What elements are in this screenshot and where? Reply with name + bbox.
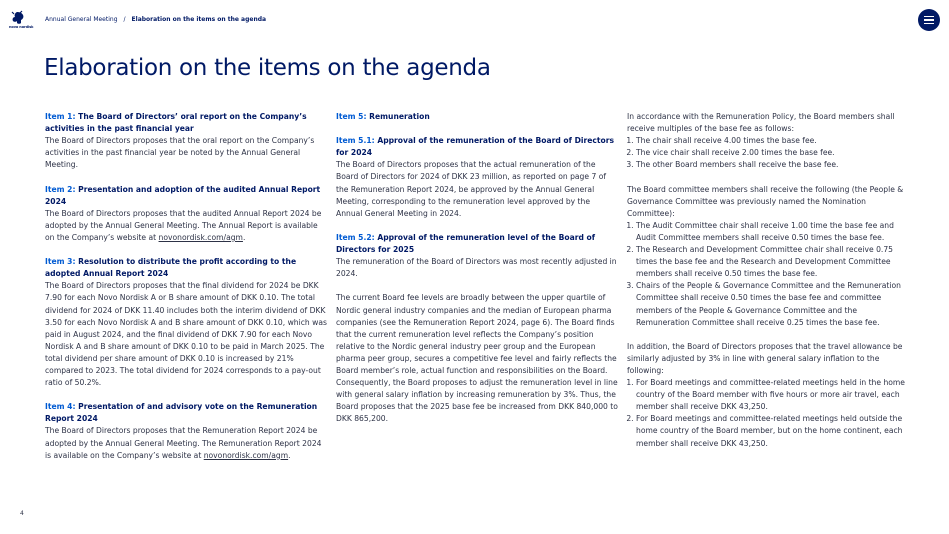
- item-4: [45, 401, 327, 461]
- item-body-end: .: [242, 232, 246, 242]
- item-1: [45, 111, 327, 171]
- item-5-heading: [336, 112, 430, 121]
- item-body: The remuneration of the Board of Directors was most recently adjusted in 2024.: [336, 257, 617, 279]
- multiples-intro: In accordance with the Remuneration Policy, the Board members shall receive multiples of the base fee as follows:: [627, 112, 895, 134]
- novo-nordisk-logo[interactable]: [9, 10, 35, 34]
- page-title: Elaboration on the items on the agenda: [44, 55, 491, 81]
- item-body: The Board of Directors proposes that the final dividend for 2024 be DKK 7.90 for each Novo Nordisk A or B share amount of DKK 0.10. The total dividend for 2024 of DKK 11.40 includes both the interim dividend of DKK 3.50 for each Novo Nordisk A and B share amount of DKK 0.10, which was paid in August 2024, and the final dividend of DKK 7.90 for each Novo Nordisk A and B share amount of DKK 0.10 to be paid in March 2025. The total dividend per share amount of DKK 0.10 is increased by 21% compared to 2023. The total dividend for 2024 corresponds to a pay-out ratio of 50.2%.: [45, 281, 327, 388]
- list-item: 2. For Board meetings and committee-related meetings held outside the home country of the Board member, but on the home continent, each member shall receive DKK 43,250.: [636, 413, 909, 449]
- item-5: [336, 111, 618, 123]
- agm-link[interactable]: novonordisk.com/agm: [158, 232, 243, 242]
- page-number: 4: [20, 510, 24, 517]
- list-item: 1. The chair shall receive 4.00 times the base fee.: [636, 135, 909, 147]
- logo-wordmark: novo nordisk: [9, 25, 34, 29]
- apis-bull-icon: [9, 10, 35, 34]
- item-number: Item 3:: [45, 257, 76, 267]
- item-body: The Board of Directors proposes that the actual remuneration of the Board of Directors for 2024 of DKK 23 million, as reported on page 7 of the Remuneration Report 2024, be approved by the Annual General Meeting, corresponding to the remuneration level approved by the Annual General Meeting in 2024.: [336, 160, 607, 218]
- committee-list: [627, 220, 909, 329]
- travel-intro: In addition, the Board of Directors proposes that the travel allowance be similarly adjusted by 3% in line with general salary inflation to the following:: [627, 341, 903, 375]
- list-item: 3. The other Board members shall receive the base fee.: [636, 159, 909, 171]
- breadcrumb-separator: /: [123, 16, 126, 23]
- column-2: [336, 111, 618, 438]
- item-5-1: [336, 135, 618, 220]
- item-title: Remuneration: [369, 112, 430, 121]
- item-body: The Board of Directors proposes that the audited Annual Report 2024 be adopted by the Annual General Meeting. The Annual Report is available on the Company’s website at: [45, 208, 322, 242]
- item-1-heading: [45, 112, 307, 133]
- item-number: Item 1:: [45, 112, 76, 121]
- agm-link[interactable]: novonordisk.com/agm: [203, 450, 289, 460]
- item-3-heading: [45, 257, 296, 278]
- item-title: The Board of Directors’ oral report on the Company’s activities in the past financial year: [45, 112, 307, 134]
- item-number: Item 5.1:: [336, 136, 375, 146]
- item-body: The Board of Directors proposes that the oral report on the Company’s activities in the past financial year be noted by the Annual General Meeting.: [45, 136, 315, 170]
- breadcrumb-current: Elaboration on the items on the agenda: [131, 16, 267, 23]
- multiples-list: [627, 135, 909, 171]
- item-body-end: .: [288, 450, 291, 460]
- column-3: [627, 111, 909, 462]
- hamburger-icon: [924, 16, 934, 17]
- list-item: 1. The Audit Committee chair shall receive 1.00 time the base fee and Audit Committee members shall receive 0.50 times the base fee.: [636, 220, 909, 244]
- item-5-2-body: The current Board fee levels are broadly between the upper quartile of Nordic general industry companies and the median of European pharma companies (see the Remuneration Report 2024, page 6). The Board finds that the current remuneration level reflects the Company’s position relative to the Nordic general industry peer group and the European pharma peer group, secures a competitive fee level and fairly reflects the Board member’s role, actual function and responsibilities on the Board. Consequently, the Board proposes to adjust the remuneration level in line with general salary inflation by increasing remuneration by 3%. Thus, the Board proposes that the 2025 base fee be increased from DKK 840,000 to DKK 865,200.: [336, 293, 618, 424]
- item-body: The Board of Directors proposes that the Remuneration Report 2024 be adopted by the Annual General Meeting. The Remuneration Report 2024 is available on the Company’s website at: [45, 426, 322, 460]
- breadcrumb-parent-link[interactable]: Annual General Meeting: [45, 16, 118, 23]
- list-item: 3. Chairs of the People & Governance Committee and the Remuneration Committee shall receive 0.50 times the base fee and committee members of the People & Governance Committee and the Remuneration Committee shall receive 0.25 times the base fee.: [636, 280, 909, 328]
- travel-list: [627, 377, 909, 450]
- menu-button[interactable]: [918, 9, 940, 31]
- item-title: Approval of the remuneration level of the Board of Directors for 2025: [336, 232, 596, 255]
- item-number: Item 5:: [336, 112, 367, 121]
- item-4-heading: [45, 402, 317, 423]
- item-5-2: [336, 232, 618, 280]
- committee-intro: The Board committee members shall receive the following (the People & Governance Committee was previously named the Nomination Committee):: [627, 184, 904, 218]
- item-number: Item 5.2:: [336, 232, 375, 242]
- item-5-2-heading: [336, 233, 595, 254]
- item-2: [45, 184, 327, 244]
- breadcrumb: [45, 16, 266, 23]
- list-item: 2. The vice chair shall receive 2.00 times the base fee.: [636, 147, 909, 159]
- item-title: Presentation of and advisory vote on the Remuneration Report 2024: [45, 402, 318, 424]
- hamburger-icon-line: [924, 23, 934, 24]
- item-3: [45, 256, 327, 389]
- list-item: 2. The Research and Development Committee chair shall receive 0.75 times the base fee and the Research and Development Committee members shall receive 0.50 times the base fee.: [636, 244, 909, 280]
- item-title: Resolution to distribute the profit according to the adopted Annual Report 2024: [45, 257, 297, 279]
- column-1: [45, 111, 327, 474]
- hamburger-icon-line: [924, 19, 934, 20]
- item-5-1-heading: [336, 136, 614, 157]
- item-number: Item 4:: [45, 402, 76, 412]
- item-title: Presentation and adoption of the audited Annual Report 2024: [45, 184, 321, 206]
- item-2-heading: [45, 185, 320, 206]
- list-item: 1. For Board meetings and committee-related meetings held in the home country of the Board member with five hours or more air travel, each member shall receive DKK 43,250.: [636, 377, 909, 413]
- item-number: Item 2:: [45, 184, 76, 194]
- item-title: Approval of the remuneration of the Board of Directors for 2024: [336, 136, 615, 158]
